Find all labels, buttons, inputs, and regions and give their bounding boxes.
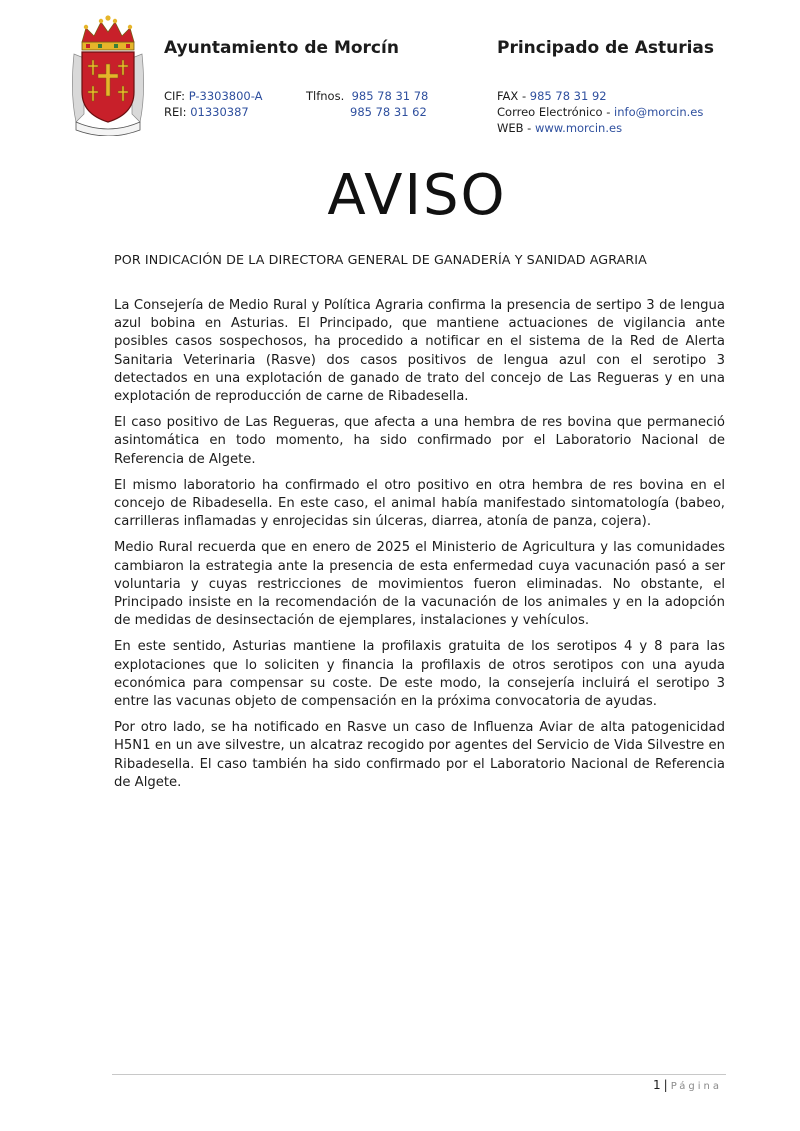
paragraph: Por otro lado, se ha notificado en Rasve un caso de Influenza Aviar de alta patogenicidad H5N1 en un ave silvestre, un alcatraz recogido por agentes del Servicio de Vida Silvestre en Ribadesella. El caso también ha sido confirmado por el Laboratorio Nacional de Referencia de Algete. (114, 720, 725, 790)
phones-line (306, 88, 428, 104)
document-body (114, 297, 725, 800)
rei-value: 01330387 (190, 105, 249, 119)
letterhead (70, 14, 730, 139)
rei-label: REI: (164, 105, 187, 119)
cif-label: CIF: (164, 89, 186, 103)
page-number: 1 (653, 1078, 661, 1092)
contact-block (497, 88, 703, 136)
tax-ids-block (164, 88, 263, 120)
email-link[interactable]: info@morcin.es (614, 105, 704, 119)
footer-divider (112, 1074, 726, 1075)
cif-value: P-3303800-A (188, 89, 263, 103)
fax-line (497, 88, 703, 104)
paragraph: El caso positivo de Las Regueras, que afecta a una hembra de res bovina que permaneció asintomática en todo momento, ha sido confirmado por el Laboratorio Nacional de Referencia de Algete. (114, 415, 725, 467)
email-line (497, 104, 703, 120)
coat-of-arms-icon (70, 14, 146, 136)
document-subheading: POR INDICACIÓN DE LA DIRECTORA GENERAL DE GANADERÍA Y SANIDAD AGRARIA (114, 252, 647, 267)
phone-2-line (350, 104, 427, 120)
web-link[interactable]: www.morcin.es (535, 121, 623, 135)
paragraph: Medio Rural recuerda que en enero de 2025 el Ministerio de Agricultura y las comunidades cambiaron la estrategia ante la presencia de esta enfermedad cuya vacunación pasó a ser voluntaria y cuyas restricciones de movimientos fueron eliminadas. No obstante, el Principado insiste en la recomendación de la vacunación de los animales y en la adopción de medidas de desinsectación de ejemplares, instalaciones y vehículos. (114, 540, 725, 629)
paragraph: La Consejería de Medio Rural y Política Agraria confirma la presencia de sertipo 3 de lengua azul bobina en Asturias. El Principado, que mantiene actuaciones de vigilancia ante posibles casos sospechosos, ha procedido a notificar en el sistema de la Red de Alerta Sanitaria Veterinaria (Rasve) dos casos positivos de lengua azul con el serotipo 3 detectados en una explotación de ganado de trato del concejo de Las Regueras y en una explotación de reproducción de carne de Ribadesella. (114, 298, 725, 405)
paragraph: En este sentido, Asturias mantiene la profilaxis gratuita de los serotipos 4 y 8 para las explotaciones que lo soliciten y financia la profilaxis de otros serotipos con una ayuda económica para compensar su coste. De este modo, la consejería incluirá el serotipo 3 entre las vacunas objeto de compensación en la próxima convocatoria de ayudas. (114, 639, 725, 710)
page-footer (653, 1078, 722, 1092)
phone-2: 985 78 31 62 (350, 105, 427, 119)
web-line (497, 120, 703, 136)
phone-1: 985 78 31 78 (351, 89, 429, 103)
organization-name: Ayuntamiento de Morcín (164, 38, 399, 58)
phones-label: Tlfnos. (306, 89, 345, 103)
region-name: Principado de Asturias (497, 38, 715, 58)
document-title: AVISO (327, 163, 507, 228)
page-label: Página (670, 1081, 722, 1092)
footer-separator: | (663, 1078, 668, 1092)
fax-label: FAX - (497, 89, 527, 103)
email-label: Correo Electrónico - (497, 105, 611, 119)
web-label: WEB - (497, 121, 532, 135)
cif-line (164, 88, 263, 104)
fax-value: 985 78 31 92 (529, 89, 607, 103)
crown-icon (82, 15, 134, 50)
paragraph: El mismo laboratorio ha confirmado el otro positivo en otra hembra de res bovina en el concejo de Ribadesella. En este caso, el animal había manifestado sintomatología (babeo, carrilleras inflamadas y enrojecidas sin úlceras, diarrea, atonía de panza, cojera). (114, 477, 725, 530)
rei-line (164, 104, 263, 120)
